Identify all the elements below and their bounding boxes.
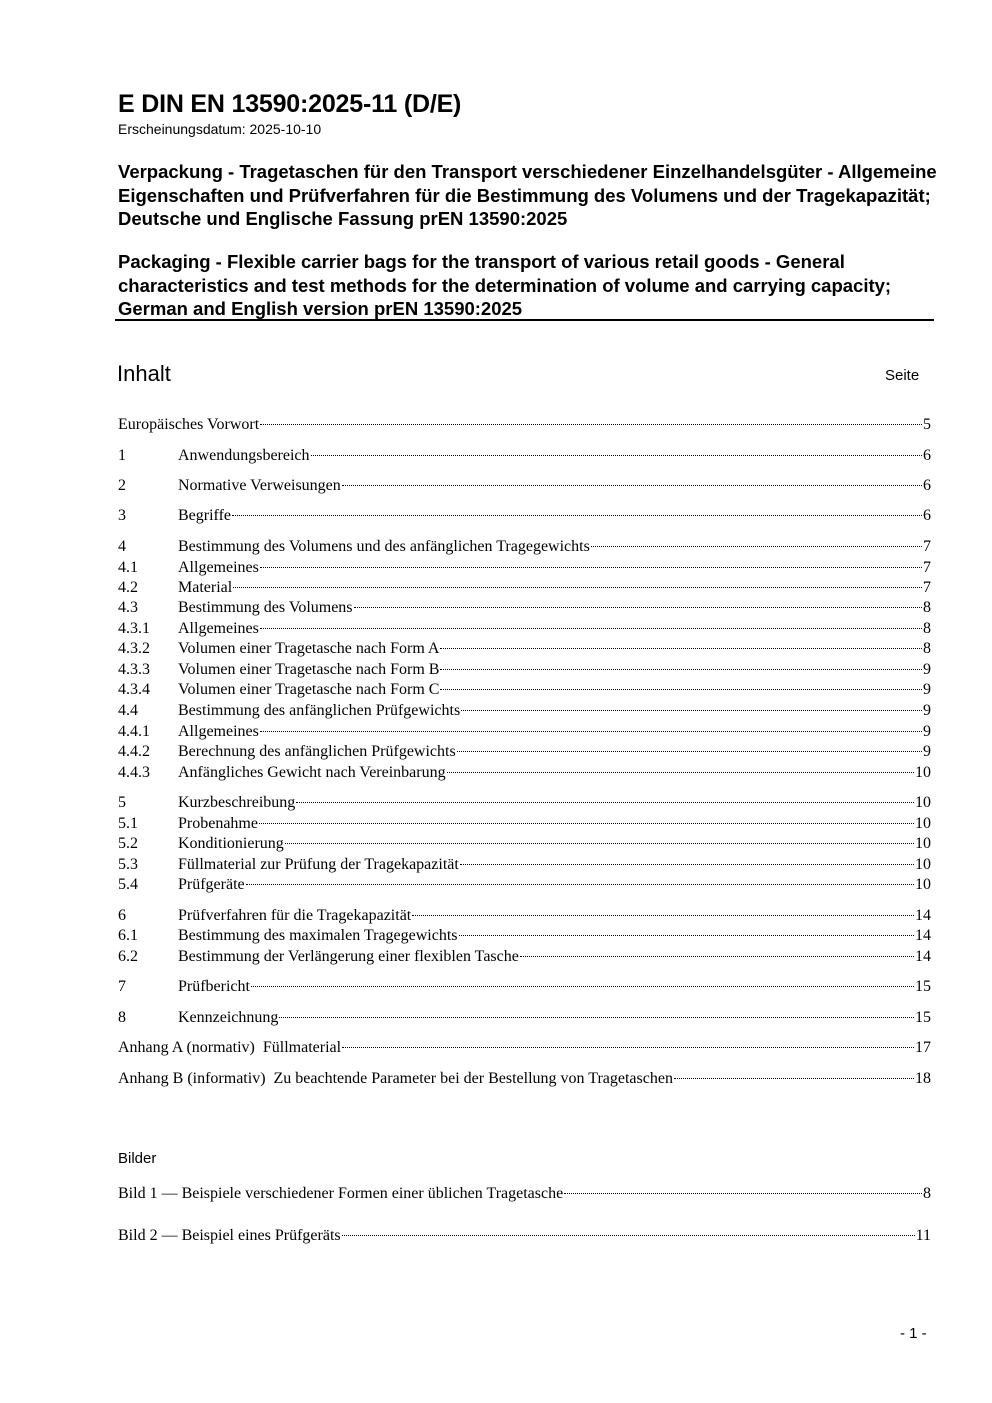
toc-entry-number: 4.2 xyxy=(118,579,138,596)
toc-entry-number: 1 xyxy=(118,447,126,464)
toc-leader xyxy=(460,864,914,865)
toc-entry-annex[interactable] xyxy=(118,1039,931,1060)
toc-entry-page: 6 xyxy=(923,447,931,464)
toc-entry-text: Anhang B (informativ) Zu beachtende Parameter bei der Bestellung von Tragetaschen xyxy=(118,1070,673,1087)
toc-entry-text: Allgemeines xyxy=(178,723,259,740)
toc-entry-number: 6.1 xyxy=(118,927,138,944)
figure-entry-page: 8 xyxy=(923,1185,931,1202)
toc-entry-number: 7 xyxy=(118,978,126,995)
toc-leader xyxy=(259,823,914,824)
toc-leader xyxy=(354,607,922,608)
toc-entry-page: 14 xyxy=(915,907,931,924)
toc-entry-text: Kurzbeschreibung xyxy=(178,794,296,811)
toc-entry[interactable] xyxy=(118,815,931,836)
toc-leader xyxy=(342,485,922,486)
toc-entry-number: 4.3.4 xyxy=(118,681,150,698)
toc-entry-text: Bestimmung des Volumens xyxy=(178,599,353,616)
toc-leader xyxy=(447,772,914,773)
toc-entry-text: Volumen einer Tragetasche nach Form B xyxy=(178,661,440,678)
toc-entry-page: 9 xyxy=(923,723,931,740)
toc-entry-page: 10 xyxy=(915,815,931,832)
toc-entry-page: 9 xyxy=(923,681,931,698)
toc-entry-page: 9 xyxy=(923,743,931,760)
toc-entry-number: 4.4.2 xyxy=(118,743,150,760)
toc-leader xyxy=(457,751,922,752)
figure-entry[interactable] xyxy=(118,1185,931,1206)
toc-entry-number: 5.1 xyxy=(118,815,138,832)
document-title: E DIN EN 13590:2025-11 (D/E) xyxy=(118,90,462,118)
page-number: - 1 - xyxy=(900,1325,927,1342)
toc-entry-page: 17 xyxy=(915,1039,931,1056)
figure-entry-text: Bild 1 — Beispiele verschiedener Formen einer üblichen Tragetasche xyxy=(118,1185,564,1202)
toc-entry-page: 7 xyxy=(923,559,931,576)
toc-leader xyxy=(251,986,914,987)
toc-entry-number: 6 xyxy=(118,907,126,924)
toc-entry-number: 4.1 xyxy=(118,559,138,576)
toc-entry-text: Europäisches Vorwort xyxy=(118,416,260,433)
toc-page-label: Seite xyxy=(885,367,920,384)
toc-entry-page: 7 xyxy=(923,538,931,555)
toc-entry[interactable] xyxy=(118,681,931,702)
toc-entry-page: 10 xyxy=(915,764,931,781)
toc-leader xyxy=(311,455,922,456)
toc-entry-text: Allgemeines xyxy=(178,620,259,637)
toc-entry-text: Berechnung des anfänglichen Prüfgewichts xyxy=(178,743,456,760)
toc-entry-number: 5.3 xyxy=(118,856,138,873)
toc-entry-page: 5 xyxy=(923,416,931,433)
toc-leader xyxy=(591,546,922,547)
toc-entry-text: Anfängliches Gewicht nach Vereinbarung xyxy=(178,764,446,781)
toc-entry-page: 10 xyxy=(915,856,931,873)
toc-entry-number: 5.2 xyxy=(118,835,138,852)
toc-leader xyxy=(440,648,922,649)
toc-entry-number: 4.4.1 xyxy=(118,723,150,740)
publication-date: Erscheinungsdatum: 2025-10-10 xyxy=(118,121,322,137)
toc-entry[interactable] xyxy=(118,907,931,928)
toc-entry-number: 4 xyxy=(118,538,126,555)
toc-entry-text: Füllmaterial zur Prüfung der Tragekapazität xyxy=(178,856,459,873)
toc-entry[interactable] xyxy=(118,743,931,764)
toc-entry-text: Allgemeines xyxy=(178,559,259,576)
toc-entry-number: 4.4 xyxy=(118,702,138,719)
toc-leader xyxy=(440,689,922,690)
toc-leader xyxy=(279,1017,914,1018)
toc-entry[interactable] xyxy=(118,640,931,661)
figure-entry-page: 11 xyxy=(915,1227,931,1244)
toc-entry[interactable] xyxy=(118,538,931,559)
toc-leader xyxy=(520,956,914,957)
toc-leader xyxy=(674,1078,914,1079)
toc-entry-text: Volumen einer Tragetasche nach Form C xyxy=(178,681,440,698)
toc-entry-text: Begriffe xyxy=(178,507,232,524)
toc-entry-page: 6 xyxy=(923,507,931,524)
toc-entry-page: 8 xyxy=(923,599,931,616)
toc-entry[interactable] xyxy=(118,764,931,785)
toc-entry-page: 14 xyxy=(915,927,931,944)
toc-entry-number: 5 xyxy=(118,794,126,811)
toc-leader xyxy=(232,515,922,516)
toc-leader xyxy=(459,935,914,936)
toc-leader xyxy=(342,1235,915,1236)
toc-entry[interactable] xyxy=(118,702,931,723)
toc-entry[interactable] xyxy=(118,927,931,948)
toc-leader xyxy=(440,669,922,670)
toc-entry[interactable] xyxy=(118,507,931,528)
toc-entry-text: Prüfbericht xyxy=(178,978,250,995)
toc-entry[interactable] xyxy=(118,835,931,856)
toc-entry[interactable] xyxy=(118,447,931,468)
toc-entry-page: 7 xyxy=(923,579,931,596)
toc-entry-number: 4.3.3 xyxy=(118,661,150,678)
toc-entry-page: 10 xyxy=(915,835,931,852)
figures-heading: Bilder xyxy=(118,1150,157,1167)
toc-entry[interactable] xyxy=(118,1009,931,1030)
toc-leader xyxy=(342,1047,914,1048)
toc-entry-number: 3 xyxy=(118,507,126,524)
toc-leader xyxy=(412,915,914,916)
toc-entry-text: Kennzeichnung xyxy=(178,1009,279,1026)
toc-entry-text: Normative Verweisungen xyxy=(178,477,341,494)
toc-entry-page: 10 xyxy=(915,794,931,811)
toc-entry-text: Anhang A (normativ) Füllmaterial xyxy=(118,1039,342,1056)
toc-entry-number: 4.4.3 xyxy=(118,764,150,781)
toc-entry-number: 6.2 xyxy=(118,948,138,965)
toc-entry[interactable] xyxy=(118,794,931,815)
toc-entry-page: 14 xyxy=(915,948,931,965)
toc-entry-text: Bestimmung des anfänglichen Prüfgewichts xyxy=(178,702,461,719)
toc-leader xyxy=(564,1193,922,1194)
toc-entry-page: 10 xyxy=(915,876,931,893)
toc-entry-text: Probenahme xyxy=(178,815,258,832)
toc-entry-page: 8 xyxy=(923,620,931,637)
toc-leader xyxy=(285,843,914,844)
toc-entry-page: 9 xyxy=(923,661,931,678)
toc-entry-text: Bestimmung des maximalen Tragegewichts xyxy=(178,927,458,944)
toc-entry-number: 8 xyxy=(118,1009,126,1026)
toc-entry[interactable] xyxy=(118,599,931,620)
title-divider xyxy=(115,319,934,321)
toc-entry[interactable] xyxy=(118,948,931,969)
title-english: Packaging - Flexible carrier bags for the transport of various retail goods - General characteristics and test methods for the determination of volume and carrying capacity; German and English version prEN 13590:2025 xyxy=(118,251,892,319)
toc-entry-page: 15 xyxy=(915,1009,931,1026)
figure-entry[interactable] xyxy=(118,1227,931,1248)
toc-entry-text: Bestimmung der Verlängerung einer flexiblen Tasche xyxy=(178,948,519,965)
toc-entry[interactable] xyxy=(118,559,931,580)
toc-entry-text: Bestimmung des Volumens und des anfänglichen Tragegewichts xyxy=(178,538,590,555)
toc-entry-text: Prüfgeräte xyxy=(178,876,245,893)
toc-leader xyxy=(260,731,922,732)
toc-entry-text: Anwendungsbereich xyxy=(178,447,310,464)
toc-leader xyxy=(260,424,922,425)
toc-entry[interactable] xyxy=(118,477,931,498)
toc-entry-number: 4.3.1 xyxy=(118,620,150,637)
toc-entry-number: 4.3 xyxy=(118,599,138,616)
toc-entry-text: Prüfverfahren für die Tragekapazität xyxy=(178,907,412,924)
toc-entry-number: 2 xyxy=(118,477,126,494)
toc-entry[interactable] xyxy=(118,876,931,897)
toc-entry-page: 8 xyxy=(923,640,931,657)
toc-entry-page: 6 xyxy=(923,477,931,494)
toc-entry-number: 4.3.2 xyxy=(118,640,150,657)
toc-leader xyxy=(296,802,914,803)
toc-leader xyxy=(260,567,922,568)
toc-leader xyxy=(246,884,914,885)
toc-entry-number: 5.4 xyxy=(118,876,138,893)
toc-entry-page: 15 xyxy=(915,978,931,995)
toc-heading: Inhalt xyxy=(117,361,171,386)
toc-entry[interactable] xyxy=(118,579,931,600)
toc-entry[interactable] xyxy=(118,661,931,682)
toc-entry[interactable] xyxy=(118,620,931,641)
toc-leader xyxy=(233,587,922,588)
figure-entry-text: Bild 2 — Beispiel eines Prüfgeräts xyxy=(118,1227,341,1244)
toc-entry-page: 9 xyxy=(923,702,931,719)
toc-entry-annex[interactable] xyxy=(118,1070,931,1091)
toc-entry[interactable] xyxy=(118,723,931,744)
toc-entry[interactable] xyxy=(118,416,931,437)
toc-leader xyxy=(461,710,922,711)
toc-entry-text: Material xyxy=(178,579,233,596)
toc-leader xyxy=(260,628,922,629)
toc-entry-text: Konditionierung xyxy=(178,835,284,852)
toc-entry[interactable] xyxy=(118,978,931,999)
toc-entry[interactable] xyxy=(118,856,931,877)
toc-entry-text: Volumen einer Tragetasche nach Form A xyxy=(178,640,440,657)
toc-entry-page: 18 xyxy=(915,1070,931,1087)
title-german: Verpackung - Tragetaschen für den Transport verschiedener Einzelhandelsgüter - Allgemeine Eigenschaften und Prüfverfahren für die Bestimmung des Volumens und der Tragekapazität; Deutsche und Englische Fassung prEN 13590:2025 xyxy=(118,161,937,229)
